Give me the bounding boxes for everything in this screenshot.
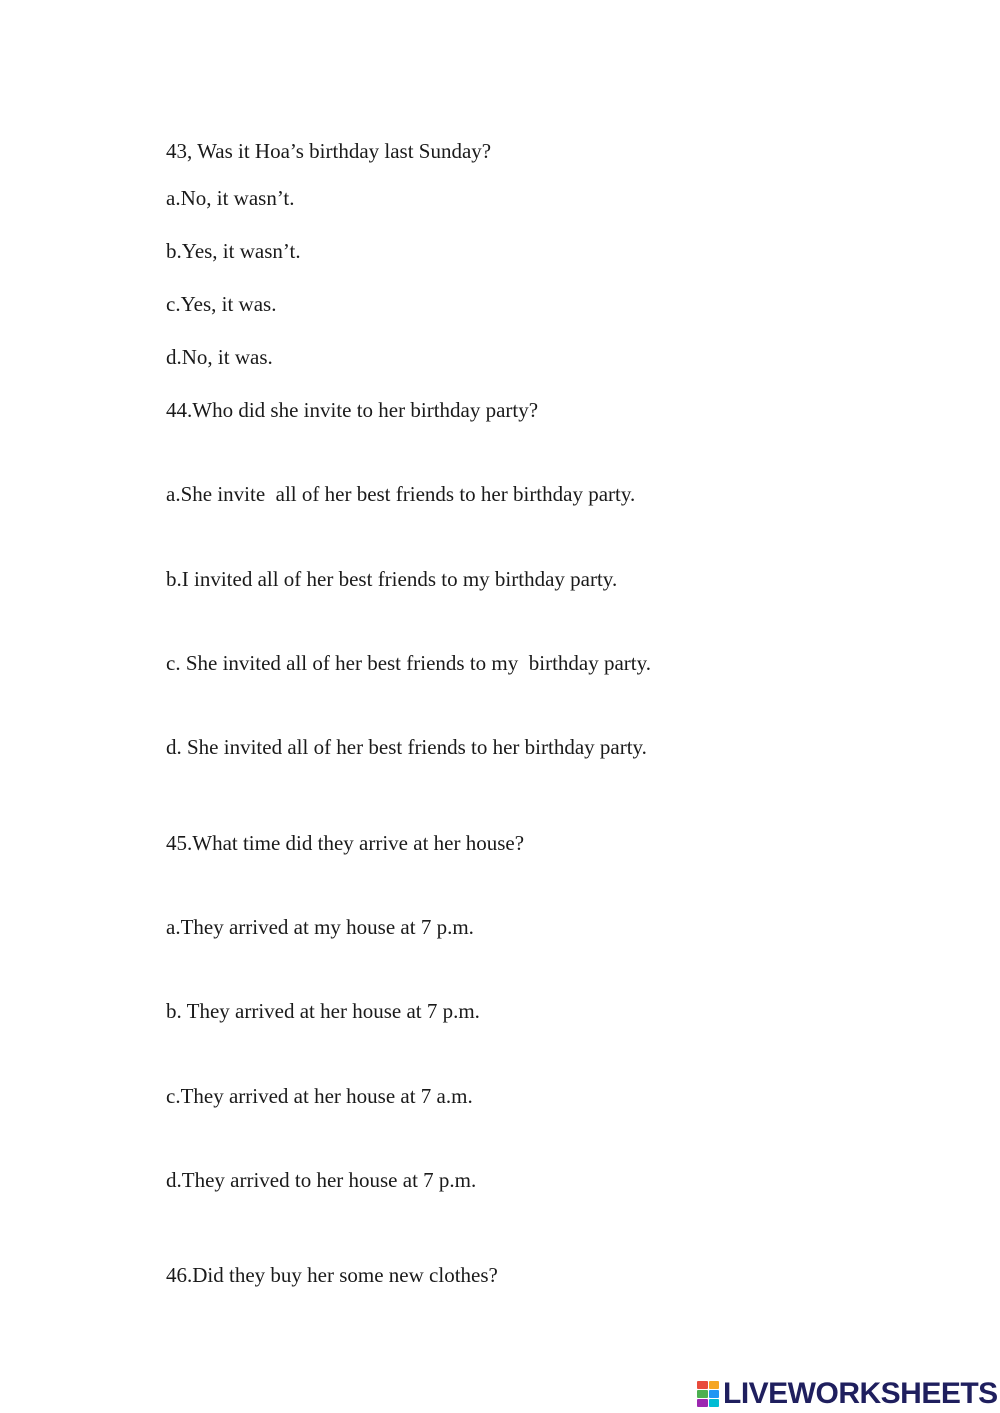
logo-tile xyxy=(709,1399,720,1407)
option-43-d: d.No, it was. xyxy=(166,345,273,369)
question-46: 46.Did they buy her some new clothes? xyxy=(166,1263,498,1287)
option-43-c: c.Yes, it was. xyxy=(166,292,277,316)
option-45-a: a.They arrived at my house at 7 p.m. xyxy=(166,915,474,939)
option-45-c: c.They arrived at her house at 7 a.m. xyxy=(166,1084,473,1108)
logo-mark-icon xyxy=(697,1381,719,1407)
option-44-b: b.I invited all of her best friends to my birthday party. xyxy=(166,567,618,591)
option-45-b: b. They arrived at her house at 7 p.m. xyxy=(166,999,480,1023)
option-45-d: d.They arrived to her house at 7 p.m. xyxy=(166,1168,477,1192)
logo-tile xyxy=(709,1381,720,1389)
logo-tile xyxy=(697,1399,708,1407)
liveworksheets-logo[interactable] xyxy=(697,1377,998,1411)
question-44: 44.Who did she invite to her birthday party? xyxy=(166,398,539,422)
logo-text: LIVEWORKSHEETS xyxy=(723,1377,998,1410)
option-44-a: a.She invite all of her best friends to her birthday party. xyxy=(166,482,636,506)
question-43: 43, Was it Hoa’s birthday last Sunday? xyxy=(166,139,492,163)
option-44-c: c. She invited all of her best friends to my birthday party. xyxy=(166,651,652,675)
option-44-d: d. She invited all of her best friends to her birthday party. xyxy=(166,735,647,759)
logo-tile xyxy=(709,1390,720,1398)
question-45: 45.What time did they arrive at her house? xyxy=(166,831,525,855)
option-43-b: b.Yes, it wasn’t. xyxy=(166,239,301,263)
option-43-a: a.No, it wasn’t. xyxy=(166,186,295,210)
logo-tile xyxy=(697,1381,708,1389)
logo-tile xyxy=(697,1390,708,1398)
